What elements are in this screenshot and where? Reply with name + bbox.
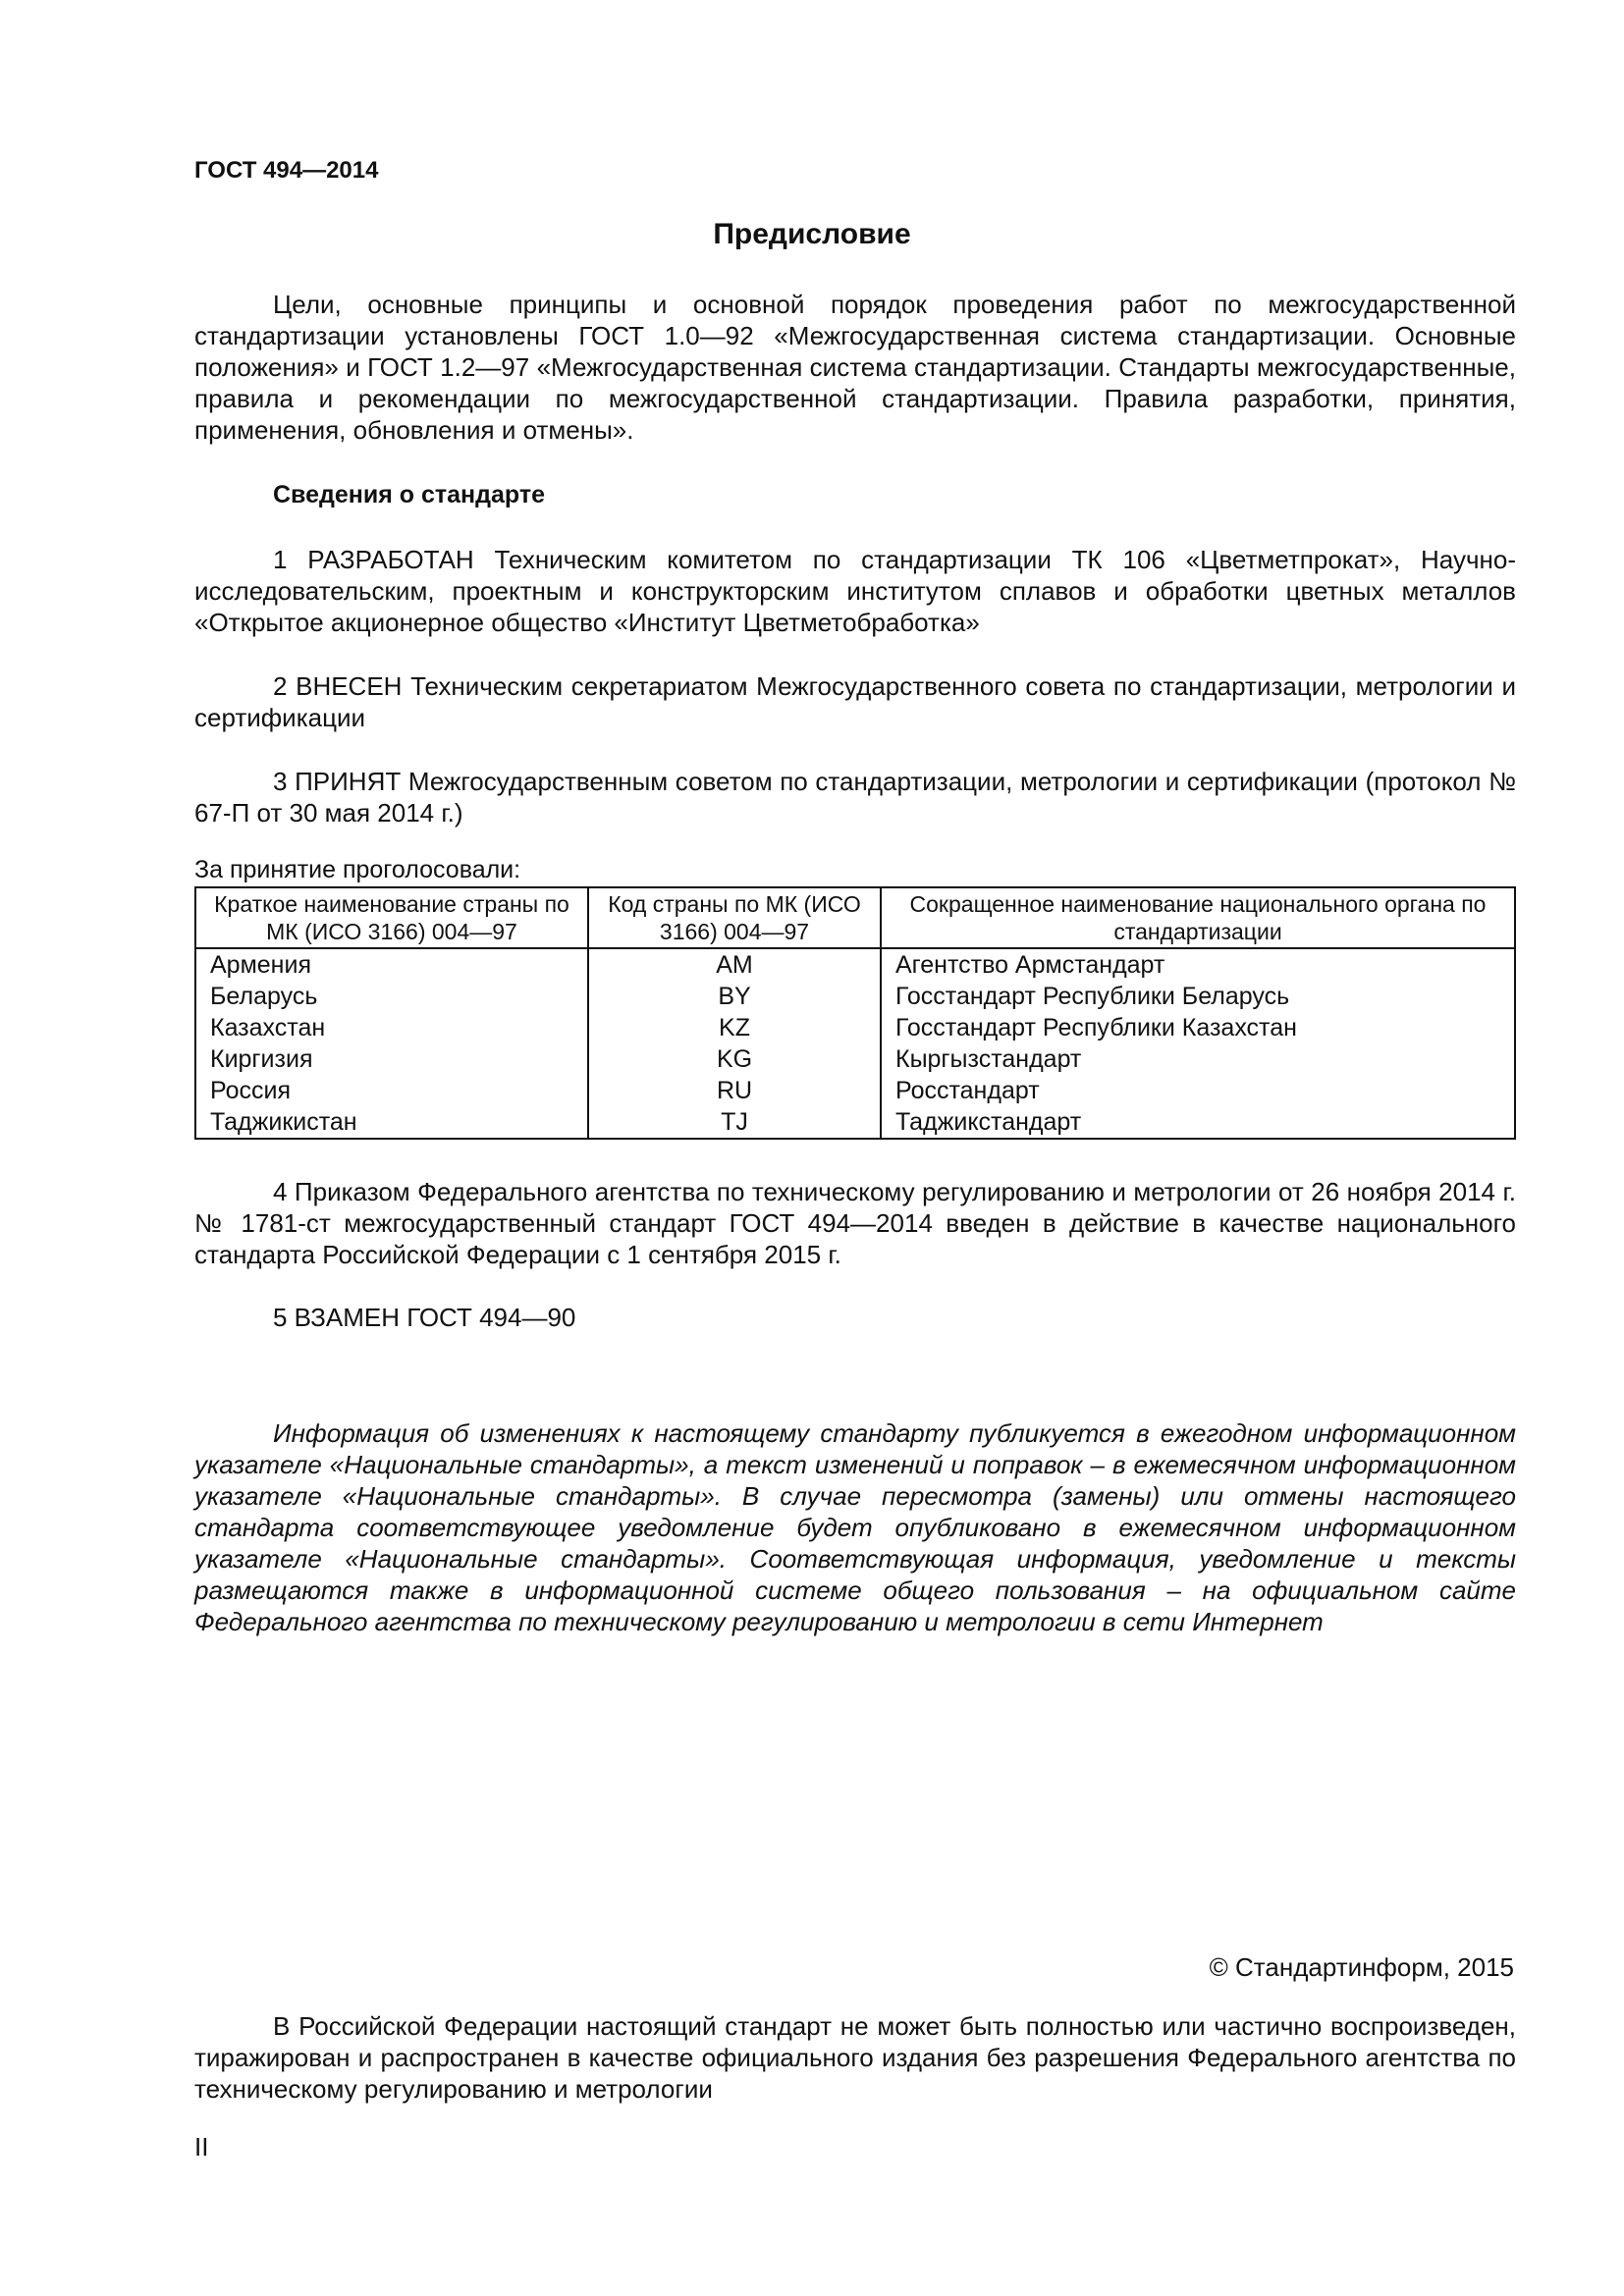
cell-code: TJ	[588, 1106, 881, 1139]
cell-country: Киргизия	[195, 1043, 588, 1075]
table-row	[195, 981, 1515, 1012]
item-3-paragraph: 3 ПРИНЯТ Межгосударственным советом по стандартизации, метрологии и сертификации (протокол № 67-П от 30 мая 2014 г.)	[194, 767, 1516, 828]
copyright-line: © Стандартинформ, 2015	[1209, 1952, 1514, 1982]
cell-body: Кыргызстандарт	[881, 1043, 1515, 1075]
cell-body: Госстандарт Республики Беларусь	[881, 981, 1515, 1012]
intro-paragraph: Цели, основные принципы и основной порядок проведения работ по межгосударственной стандартизации установлены ГОСТ 1.0—92 «Межгосударственная система стандартизации. Основные положения» и ГОСТ 1.2—97 «Межгосударственная система стандартизации. Стандарты межгосударственные, правила и рекомендации по межгосударственной стандартизации. Правила разработки, принятия, применения, обновления и отмены».	[194, 290, 1516, 445]
cell-code: KG	[588, 1043, 881, 1075]
cell-body: Росстандарт	[881, 1075, 1515, 1106]
page-title: Предисловие	[713, 218, 911, 250]
table-header-row	[195, 887, 1515, 948]
table-row	[195, 1043, 1515, 1075]
rights-paragraph: В Российской Федерации настоящий стандарт не может быть полностью или частично воспроизведен, тиражирован и распространен в качестве официального издания без разрешения Федерального агентства по техническому регулированию и метрологии	[194, 2011, 1516, 2104]
cell-country: Россия	[195, 1075, 588, 1106]
cell-country: Армения	[195, 948, 588, 981]
table-row	[195, 1075, 1515, 1106]
cell-country: Таджикистан	[195, 1106, 588, 1139]
table-row	[195, 948, 1515, 981]
cell-body: Таджикстандарт	[881, 1106, 1515, 1139]
page-number: II	[194, 2132, 209, 2162]
item-1-paragraph: 1 РАЗРАБОТАН Техническим комитетом по стандартизации ТК 106 «Цветметпрокат», Научно-исследовательским, проектным и конструкторским институтом сплавов и обработки цветных металлов «Открытое акционерное общество «Институт Цветметобработка»	[194, 545, 1516, 637]
running-head: ГОСТ 494—2014	[194, 157, 379, 184]
item-4-paragraph: 4 Приказом Федерального агентства по техническому регулированию и метрологии от 26 ноября 2014 г. № 1781-ст межгосударственный стандарт ГОСТ 494—2014 введен в действие в качестве национального стандарта Российской Федерации с 1 сентября 2015 г.	[194, 1177, 1516, 1269]
cell-country: Беларусь	[195, 981, 588, 1012]
cell-body: Госстандарт Республики Казахстан	[881, 1012, 1515, 1043]
cell-code: RU	[588, 1075, 881, 1106]
header-country: Краткое наименование страны по МК (ИСО 3166) 004—97	[195, 887, 588, 948]
cell-country: Казахстан	[195, 1012, 588, 1043]
cell-code: BY	[588, 981, 881, 1012]
cell-code: KZ	[588, 1012, 881, 1043]
item-5-paragraph: 5 ВЗАМЕН ГОСТ 494—90	[273, 1303, 576, 1332]
table-row	[195, 1012, 1515, 1043]
header-body: Сокращенное наименование национального органа по стандартизации	[881, 887, 1515, 948]
voting-members-table	[194, 886, 1516, 1140]
table-row	[195, 1106, 1515, 1139]
cell-body: Агентство Армстандарт	[881, 948, 1515, 981]
vote-caption: За принятие проголосовали:	[194, 856, 521, 883]
header-code: Код страны по МК (ИСО 3166) 004—97	[588, 887, 881, 948]
amendments-notice: Информация об изменениях к настоящему стандарту публикуется в ежегодном информационном указателе «Национальные стандарты», а текст изменений и поправок – в ежемесячном информационном указателе «Национальные стандарты». В случае пересмотра (замены) или отмены настоящего стандарта соответствующее уведомление будет опубликовано в ежемесячном информационном указателе «Национальные стандарты». Соответствующая информация, уведомление и тексты размещаются также в информационной системе общего пользования – на официальном сайте Федерального агентства по техническому регулированию и метрологии в сети Интернет	[194, 1418, 1516, 1636]
info-heading: Сведения о стандарте	[273, 481, 546, 508]
cell-code: AM	[588, 948, 881, 981]
item-2-paragraph: 2 ВНЕСЕН Техническим секретариатом Межгосударственного совета по стандартизации, метрологии и сертификации	[194, 671, 1516, 732]
